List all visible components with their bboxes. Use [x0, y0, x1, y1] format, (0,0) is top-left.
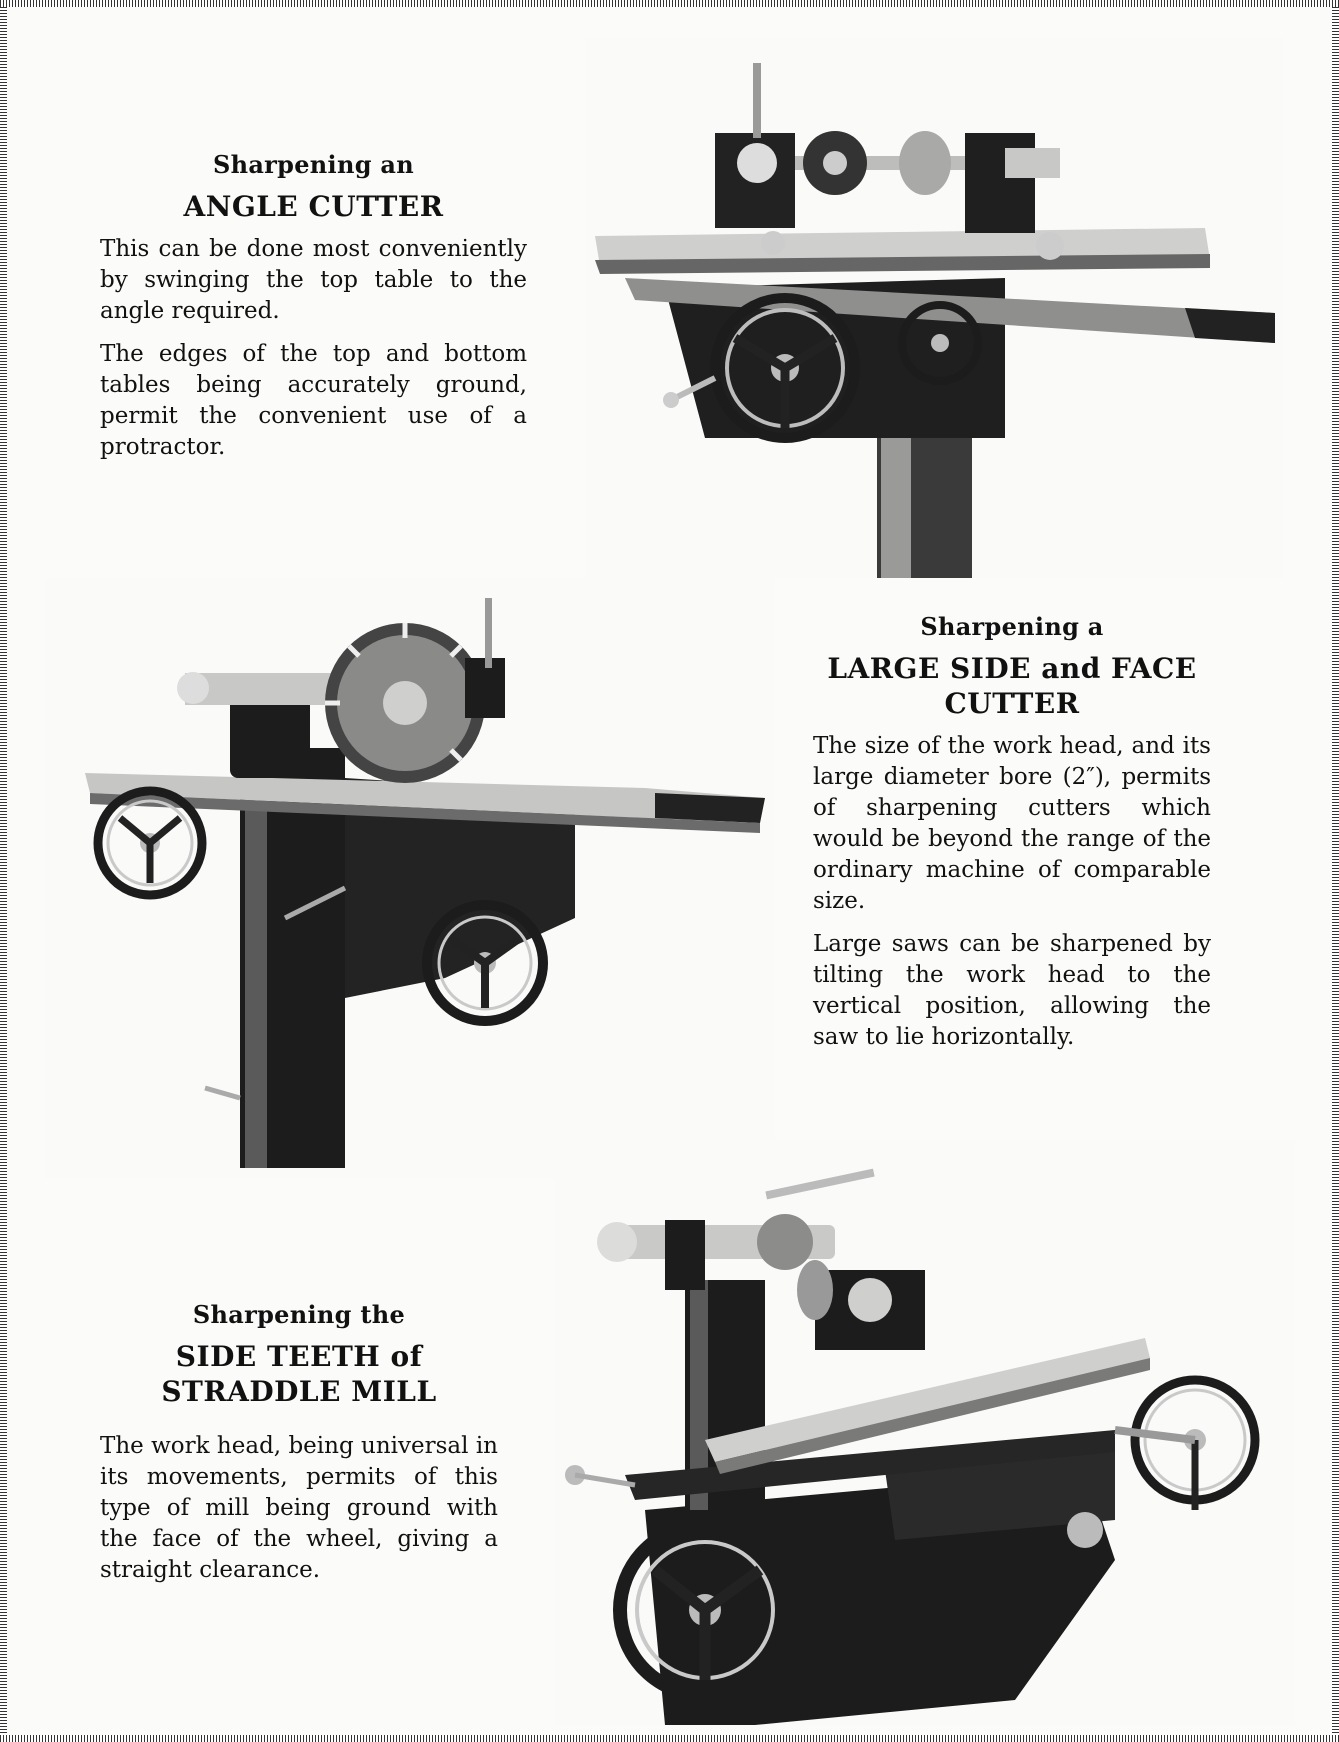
- section-headline: SIDE TEETH of STRADDLE MILL: [161, 1340, 437, 1408]
- section-kicker: Sharpening an: [212, 150, 415, 179]
- section-paragraph: Large saws can be sharpened by tilting the work head to the vertical position, allowing the saw to lie horizontally.: [813, 931, 1211, 1050]
- top-border-rule: [0, 0, 1339, 7]
- section-angle-cutter: [100, 150, 527, 475]
- photo-side-face-cutter-machine: [45, 578, 775, 1178]
- section-headline: ANGLE CUTTER: [183, 190, 444, 223]
- section-paragraph: This can be done most conveniently by swinging the top table to the angle required.: [100, 236, 527, 324]
- photo-straddle-mill-machine: [555, 1140, 1295, 1725]
- section-paragraph: The work head, being universal in its movements, permits of this type of mill being ground with the face of the wheel, giving a straight clearance.: [100, 1433, 498, 1583]
- photo-angle-cutter-machine: [585, 38, 1283, 578]
- bottom-border-rule: [0, 1735, 1339, 1742]
- section-large-side-face-cutter: [813, 612, 1211, 1065]
- section-kicker: Sharpening the: [192, 1300, 406, 1329]
- section-paragraph: The size of the work head, and its large diameter bore (2″), permits of sharpening cutters which would be beyond the range of the ordinary machine of comparable size.: [813, 733, 1211, 914]
- section-paragraph: The edges of the top and bottom tables being accurately ground, permit the convenient use of a protractor.: [100, 341, 527, 460]
- section-straddle-mill: [100, 1300, 498, 1598]
- left-border-rule: [0, 7, 7, 1735]
- section-kicker: Sharpening a: [920, 612, 1104, 641]
- section-headline: LARGE SIDE and FACE CUTTER: [827, 652, 1197, 720]
- right-border-rule: [1332, 7, 1339, 1735]
